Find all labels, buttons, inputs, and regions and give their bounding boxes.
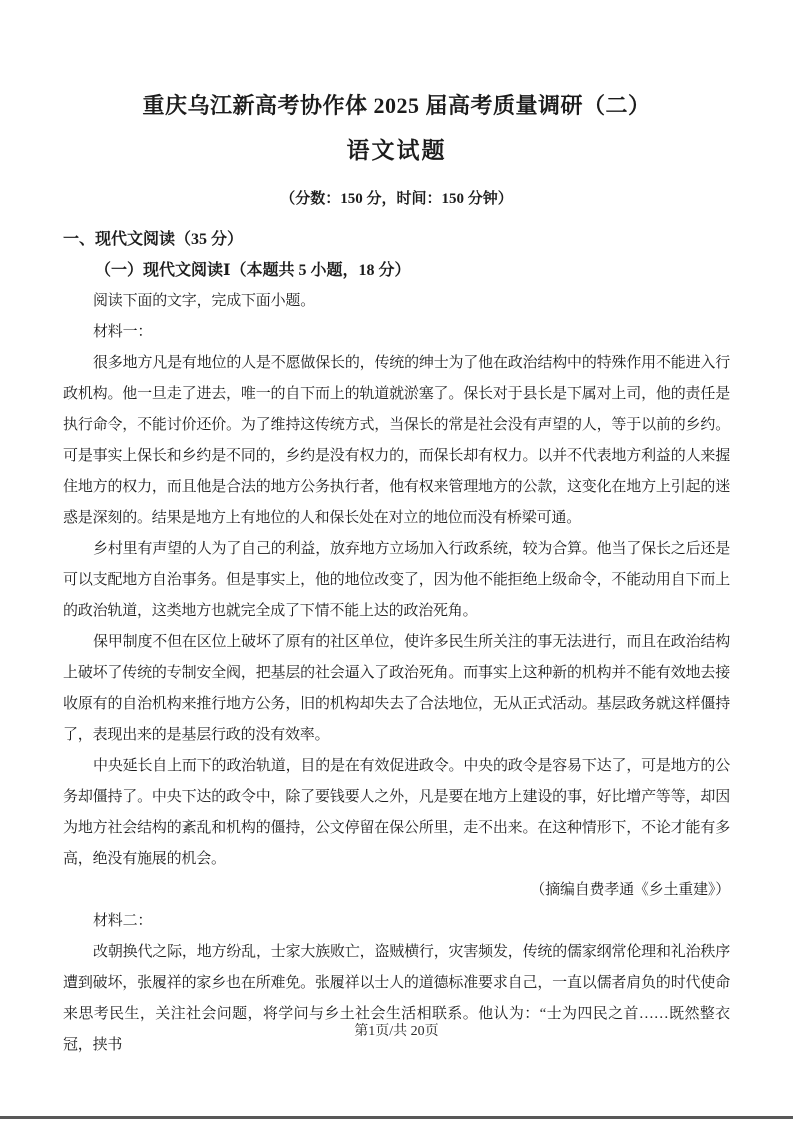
material-1-paragraph: 乡村里有声望的人为了自己的利益，放弃地方立场加入行政系统，较为合算。他当了保长之后还是可以支配地方自治事务。但是事实上，他的地位改变了，因为他不能拒绝上级命令，不能动用自下而上的政治轨道，这类地方也就完全成了下情不能上达的政治死角。 xyxy=(63,541,730,619)
page-footer: 第1页/共 20页 xyxy=(354,1024,439,1039)
material-1-source: （摘编自费孝通《乡土重建》） xyxy=(530,882,730,898)
page-title: 重庆乌江新高考协作体 2025 届高考质量调研（二） xyxy=(142,93,651,118)
exam-meta: （分数：150 分，时间：150 分钟） xyxy=(280,191,513,207)
material-1-paragraph: 很多地方凡是有地位的人是不愿做保长的，传统的绅士为了他在政治结构中的特殊作用不能进入行政机构。他一旦走了进去，唯一的自下而上的轨道就淤塞了。保长对于县长是下属对上司，他的责任是执行命令，不能讨价还价。为了维持这传统方式，当保长的常是社会没有声望的人，等于以前的乡约。可是事实上保长和乡约是不同的，乡约是没有权力的，而保长却有权力。以并不代表地方利益的人来握住地方的权力，而且他是合法的地方公务执行者，他有权来管理地方的公款，这变化在地方上引起的迷惑是深刻的。结果是地方上有地位的人和保长处在对立的地位而没有桥梁可通。 xyxy=(63,355,730,526)
reading-instruction: 阅读下面的文字，完成下面小题。 xyxy=(93,293,316,309)
material-2-paragraph: 改朝换代之际，地方纷乱，士家大族败亡，盗贼横行，灾害频发，传统的儒家纲常伦理和礼治秩序遭到破坏，张履祥的家乡也在所难免。张履祥以士人的道德标准要求自己，一直以儒者肩负的时代使命来思考民生，关注社会问题，将学问与乡土社会生活相联系。他认为：“士为四民之首……既然整衣冠，挟书 xyxy=(63,944,730,1053)
material-1-label: 材料一： xyxy=(93,324,153,340)
section-heading: 一、现代文阅读（35 分） xyxy=(63,231,244,248)
material-2-label: 材料二： xyxy=(93,913,153,929)
material-1-paragraph: 保甲制度不但在区位上破坏了原有的社区单位，使许多民生所关注的事无法进行，而且在政治结构上破坏了传统的专制安全阀，把基层的社会逼入了政治死角。而事实上这种新的机构并不能有效地去接收原有的自治机构来推行地方公务，旧的机构却失去了合法地位，无从正式活动。基层政务就这样僵持了，表现出来的是基层行政的没有效率。 xyxy=(63,634,730,743)
subsection-heading: （一）现代文阅读Ⅰ（本题共 5 小题，18 分） xyxy=(95,262,411,279)
material-1-paragraph: 中央延长自上而下的政治轨道，目的是在有效促进政令。中央的政令是容易下达了，可是地方的公务却僵持了。中央下达的政令中，除了要钱要人之外，凡是要在地方上建设的事，好比增产等等，却因为地方社会结构的紊乱和机构的僵持，公文停留在保公所里，走不出来。在这种情形下，不论才能有多高，绝没有施展的机会。 xyxy=(63,758,730,867)
scan-edge-bar xyxy=(0,1116,793,1119)
doc-subtitle: 语文试题 xyxy=(346,138,447,163)
